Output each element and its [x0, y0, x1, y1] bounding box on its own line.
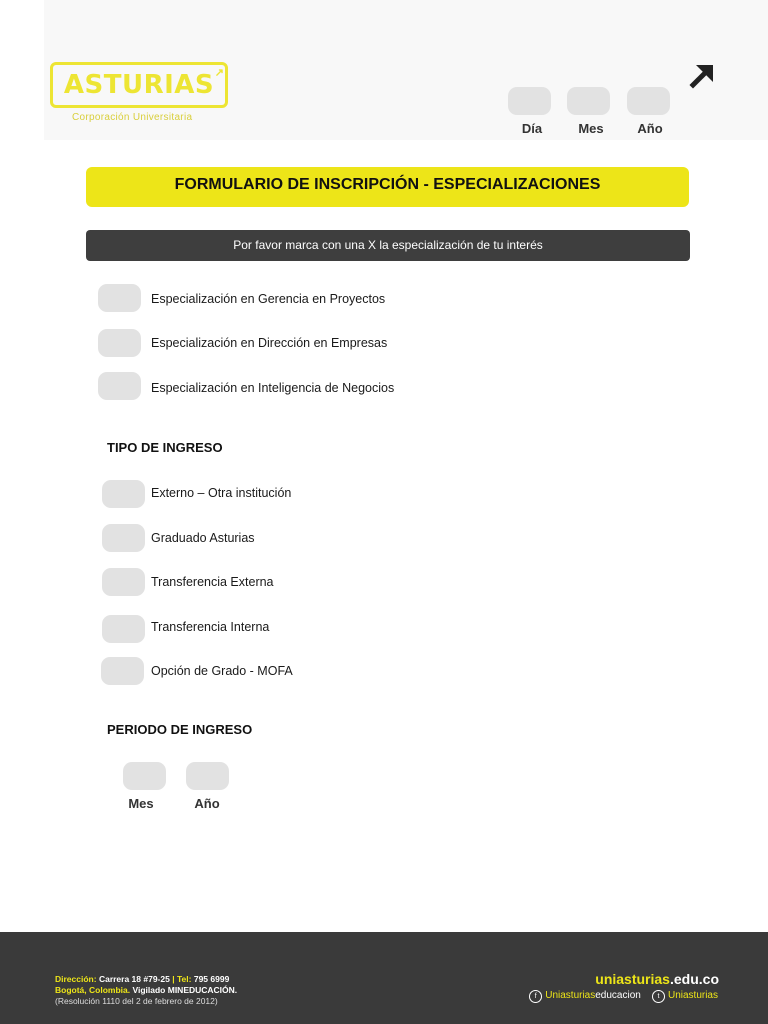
instruction-bar: [86, 230, 690, 261]
phone-label: Tel:: [176, 974, 192, 984]
facebook-handle-prefix: Uniasturias: [545, 990, 596, 1001]
option-label: Especialización en Inteligencia de Negocios: [151, 381, 395, 395]
option-label: Opción de Grado - MOFA: [151, 664, 293, 678]
option-label: Graduado Asturias: [151, 531, 255, 545]
date-month-field[interactable]: [567, 87, 610, 115]
instruction-text: Por favor marca con una X la especialización de tu interés: [233, 238, 543, 252]
option-label: Transferencia Externa: [151, 575, 274, 589]
checkbox-opcion-grado[interactable]: [101, 657, 144, 685]
form-title-bar: [86, 167, 689, 207]
facebook-icon: f: [529, 990, 542, 1003]
city: Bogotá, Colombia.: [55, 985, 131, 995]
option-label: Externo – Otra institución: [151, 486, 292, 500]
checkbox-gerencia-proyectos[interactable]: [98, 284, 141, 312]
site-brand: uniasturias: [595, 971, 670, 987]
logo-arrow-icon: ↗: [214, 67, 224, 79]
checkbox-direccion-empresas[interactable]: [98, 329, 141, 357]
facebook-handle-suffix: educacion: [595, 990, 641, 1001]
address-value: Carrera 18 #79-25: [98, 974, 170, 984]
periodo-month-field[interactable]: [123, 762, 166, 790]
option-label: Transferencia Interna: [151, 620, 270, 634]
option-label: Especialización en Dirección en Empresas: [151, 336, 388, 350]
form-title: FORMULARIO DE INSCRIPCIÓN - ESPECIALIZACIONES: [174, 176, 601, 193]
periodo-month-label: Mes: [128, 796, 154, 811]
option-label: Especialización en Gerencia en Proyectos: [151, 292, 386, 306]
logo-wordmark: ASTURIAS: [63, 70, 215, 100]
asturias-logo: [50, 62, 232, 128]
logo-subtitle: Corporación Universitaria: [72, 112, 193, 123]
checkbox-transferencia-externa[interactable]: [102, 568, 145, 596]
twitter-link[interactable]: [652, 990, 718, 1001]
website-link[interactable]: [595, 970, 719, 988]
date-day-label: Día: [521, 121, 543, 136]
footer-address: Dirección: Carrera 18 #79-25 | Tel: 795 6999 Bogotá, Colombia. Vigilado MINEDUCACIÓN. (Resolución 1110 del 2 de febrero de 2012): [55, 974, 238, 1006]
twitter-icon: t: [652, 990, 665, 1003]
periodo-year-label: Año: [194, 796, 220, 811]
periodo-year-field[interactable]: [186, 762, 229, 790]
facebook-link[interactable]: [529, 990, 641, 1001]
footer: [0, 932, 768, 1024]
phone-value: 795 6999: [193, 974, 230, 984]
twitter-handle: Uniasturias: [667, 990, 718, 1001]
date-month-label: Mes: [578, 121, 604, 136]
date-year-label: Año: [637, 121, 663, 136]
resolution: (Resolución 1110 del 2 de febrero de 2012): [55, 996, 218, 1006]
site-domain: .edu.co: [669, 971, 719, 987]
arrow-up-right-icon: [688, 62, 716, 90]
date-day-field[interactable]: [508, 87, 551, 115]
checkbox-externo[interactable]: [102, 480, 145, 508]
section-title-tipo-ingreso: TIPO DE INGRESO: [107, 440, 223, 455]
social-links: [529, 989, 718, 1003]
checkbox-graduado[interactable]: [102, 524, 145, 552]
section-title-periodo-ingreso: PERIODO DE INGRESO: [107, 722, 253, 737]
checkbox-transferencia-interna[interactable]: [102, 615, 145, 643]
vigilado: Vigilado MINEDUCACIÓN.: [132, 985, 238, 995]
date-year-field[interactable]: [627, 87, 670, 115]
checkbox-inteligencia-negocios[interactable]: [98, 372, 141, 400]
address-label: Dirección:: [55, 974, 97, 984]
